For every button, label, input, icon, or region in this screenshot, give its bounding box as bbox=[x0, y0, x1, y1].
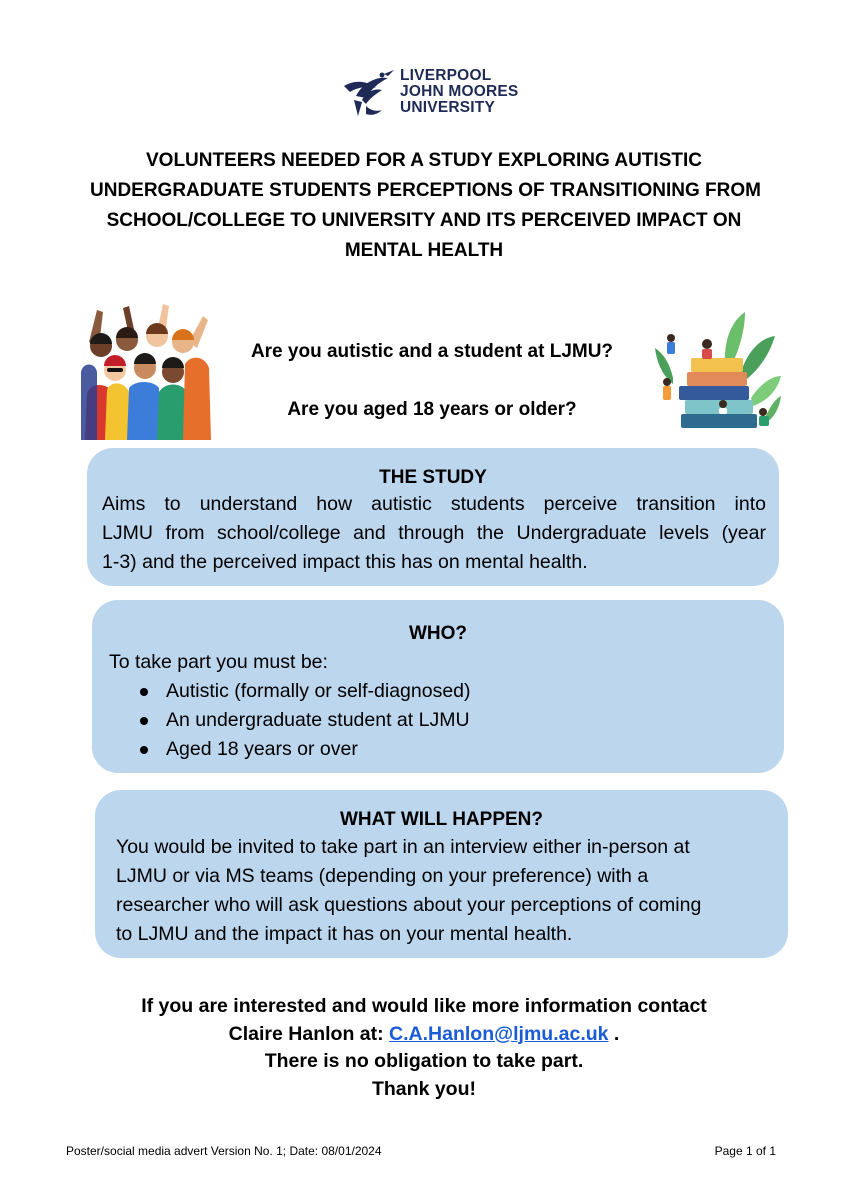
contact-section bbox=[60, 993, 788, 1103]
who-intro: To take part you must be: bbox=[109, 651, 328, 673]
contact-line-2-suffix: . bbox=[608, 1022, 620, 1045]
contact-line-3: There is no obligation to take part. bbox=[264, 1050, 584, 1072]
bullet-icon bbox=[140, 746, 148, 754]
question-autistic-student: Are you autistic and a student at LJMU? bbox=[250, 341, 614, 362]
what-line-4: to LJMU and the impact it has on your mental health. bbox=[116, 923, 573, 945]
heading-line-4: MENTAL HEALTH bbox=[344, 240, 504, 261]
bullet-icon bbox=[140, 717, 148, 725]
what-title: WHAT WILL HAPPEN? bbox=[340, 809, 543, 830]
list-item-text: An undergraduate student at LJMU bbox=[166, 709, 470, 731]
study-line-3: 1-3) and the perceived impact this has on mental health. bbox=[102, 551, 588, 573]
logo-line-3: UNIVERSITY bbox=[400, 99, 496, 116]
who-title: WHO? bbox=[408, 623, 468, 644]
what-line-2: LJMU or via MS teams (depending on your preference) with a bbox=[116, 865, 649, 887]
study-line-1: Aims to understand how autistic students perceive transition into bbox=[102, 493, 766, 515]
heading-line-3: SCHOOL/COLLEGE TO UNIVERSITY AND ITS PERCEIVED IMPACT ON bbox=[106, 210, 742, 231]
study-box bbox=[87, 448, 779, 586]
what-will-happen-box bbox=[95, 790, 788, 958]
poster-heading bbox=[90, 146, 761, 266]
contact-line-1: If you are interested and would like more information contact bbox=[141, 995, 707, 1017]
list-item bbox=[92, 677, 471, 706]
bullet-icon bbox=[140, 688, 148, 696]
contact-line-2 bbox=[60, 1021, 788, 1049]
contact-name: Claire Hanlon at: bbox=[228, 1022, 390, 1045]
who-box bbox=[92, 600, 784, 773]
list-item bbox=[92, 706, 471, 735]
list-item-text: Aged 18 years or over bbox=[166, 738, 358, 760]
students-group-illustration bbox=[79, 302, 211, 440]
contact-email-link[interactable]: C.A.Hanlon@ljmu.ac.uk bbox=[389, 1022, 609, 1045]
list-item-text: Autistic (formally or self-diagnosed) bbox=[166, 680, 471, 702]
logo-line-1: LIVERPOOL bbox=[400, 67, 492, 84]
study-description bbox=[102, 490, 766, 577]
footer-page-number: Page 1 of 1 bbox=[714, 1144, 776, 1158]
university-logo bbox=[336, 66, 526, 122]
study-line-2: LJMU from school/college and through the Undergraduate levels (year bbox=[102, 522, 766, 544]
eligibility-questions bbox=[216, 340, 648, 422]
footer-version: Poster/social media advert Version No. 1; Date: 08/01/2024 bbox=[66, 1144, 382, 1158]
contact-line-4: Thank you! bbox=[371, 1077, 476, 1100]
what-description bbox=[116, 833, 776, 949]
heading-line-1: VOLUNTEERS NEEDED FOR A STUDY EXPLORING AUTISTIC bbox=[146, 150, 702, 171]
logo-wordmark bbox=[400, 68, 518, 116]
heading-line-2: UNDERGRADUATE STUDENTS PERCEPTIONS OF TRANSITIONING FROM bbox=[90, 180, 761, 201]
what-line-3: researcher who will ask questions about your perceptions of coming bbox=[116, 894, 702, 916]
logo-line-2: JOHN MOORES bbox=[400, 83, 519, 100]
books-and-plants-illustration bbox=[653, 308, 781, 436]
what-line-1: You would be invited to take part in an interview either in-person at bbox=[116, 836, 690, 858]
eligibility-list bbox=[92, 677, 471, 764]
study-title: THE STUDY bbox=[379, 467, 487, 488]
question-age: Are you aged 18 years or older? bbox=[287, 399, 577, 420]
liver-bird-icon bbox=[336, 66, 398, 122]
list-item bbox=[92, 735, 471, 764]
